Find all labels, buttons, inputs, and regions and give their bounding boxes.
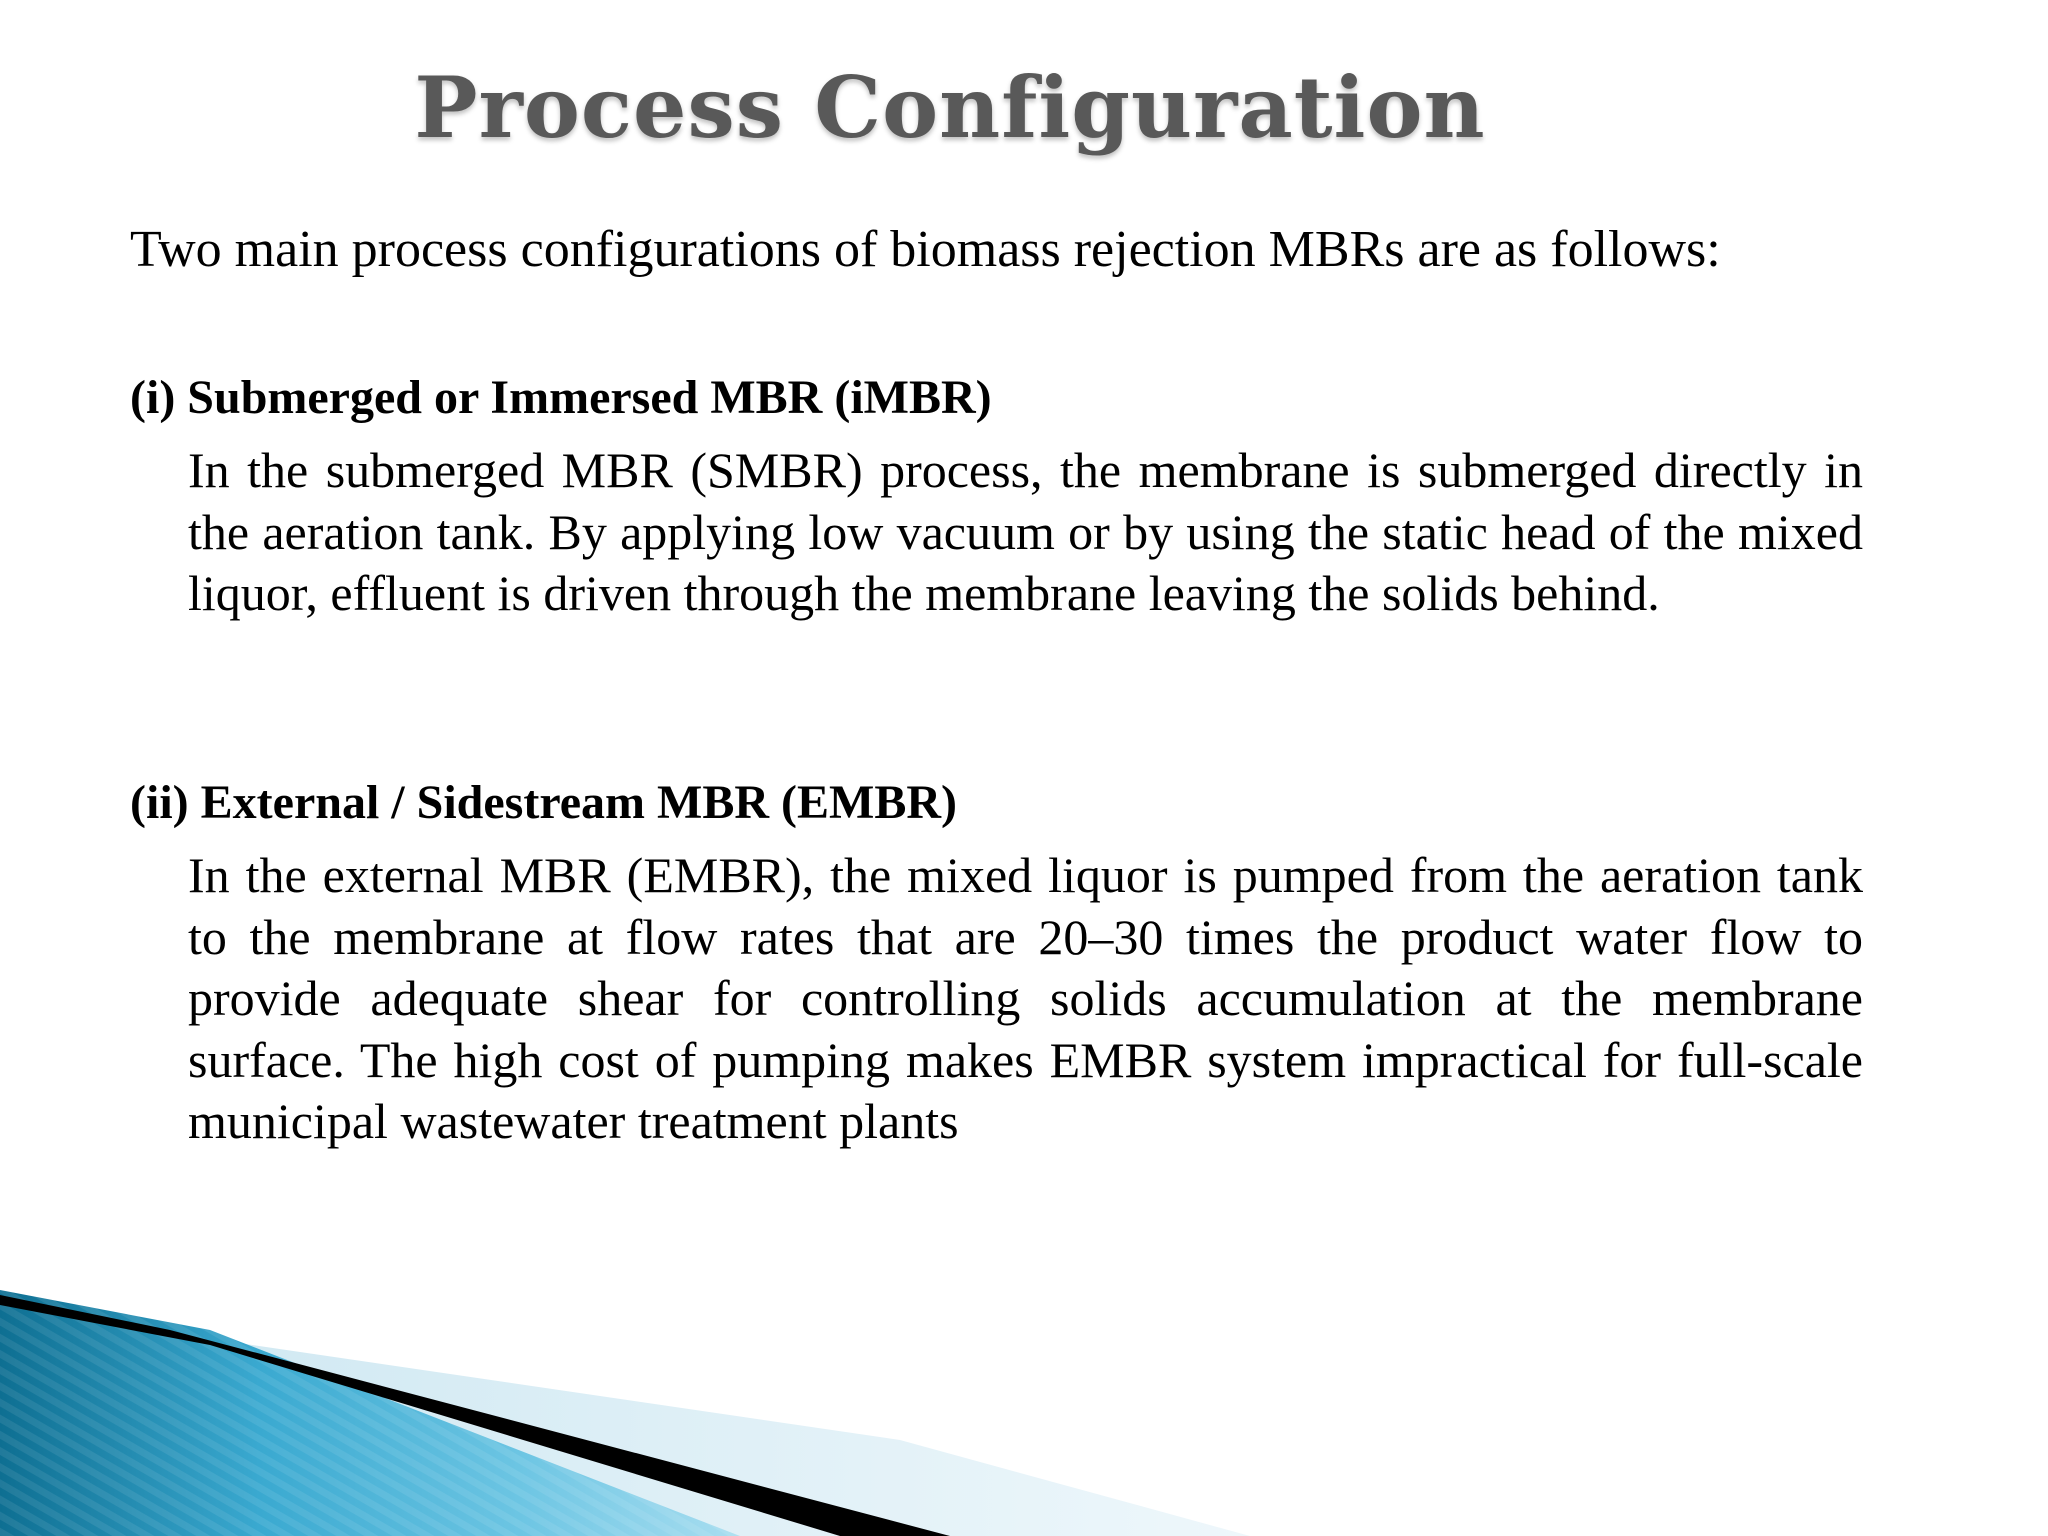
section-heading-external: (ii) External / Sidestream MBR (EMBR)	[130, 776, 957, 829]
section-body-external: In the external MBR (EMBR), the mixed liquor is pumped from the aeration tank to the membrane at flow rates that are 20–30 times the product water flow to provide adequate shear for controlling solids accumulation at the membrane surface. The high cost of pumping makes EMBR system impractical for full-scale municipal wastewater treatment plants	[188, 847, 1863, 1149]
black-swoosh	[0, 1295, 950, 1536]
page-title: Process Configuration	[414, 58, 1486, 157]
section-heading-submerged: (i) Submerged or Immersed MBR (iMBR)	[130, 371, 992, 424]
section-body-submerged: In the submerged MBR (SMBR) process, the membrane is submerged directly in the aeration tank. By applying low vacuum or by using the static head of the mixed liquor, effluent is driven through the membrane leaving the solids behind.	[188, 442, 1863, 621]
teal-wedge	[0, 1290, 740, 1536]
pale-swoosh	[150, 1330, 1250, 1536]
intro-text: Two main process configurations of biomass rejection MBRs are as follows:	[130, 221, 1721, 278]
